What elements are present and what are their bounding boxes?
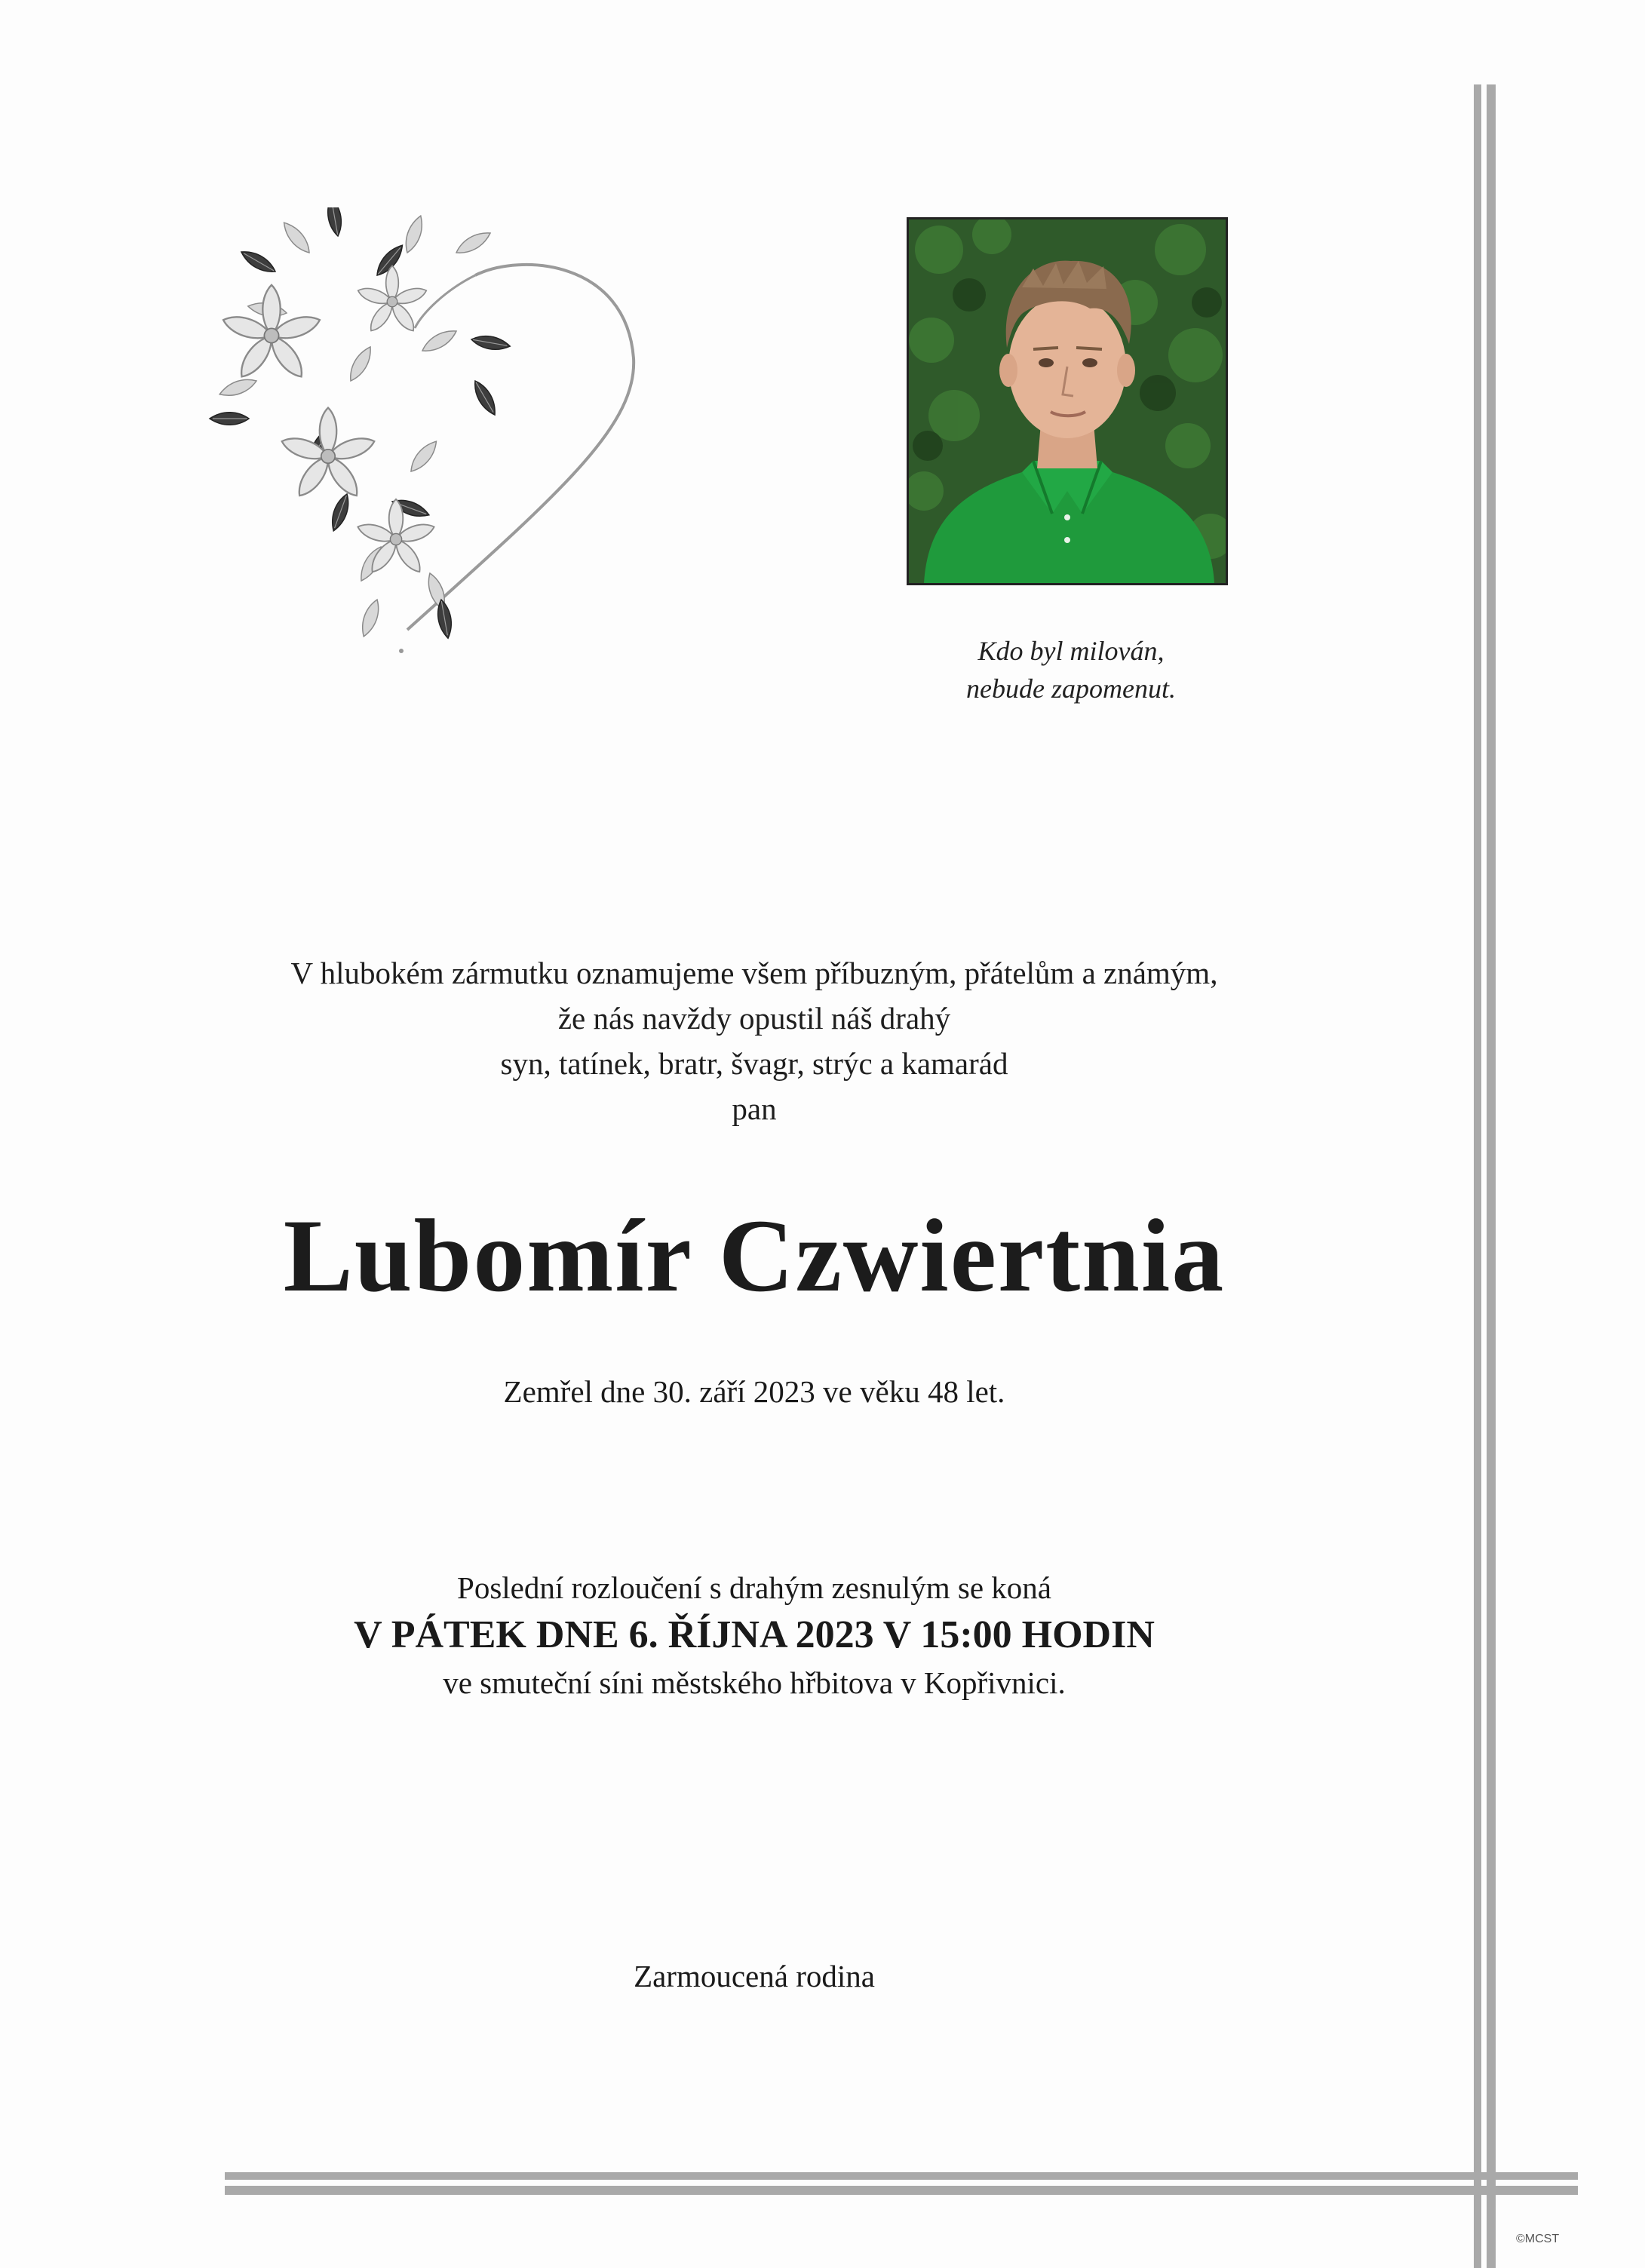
motto [867,632,1275,707]
intro-line-1: V hlubokém zármutku oznamujeme všem příbuzným, přátelům a známým, [290,956,1218,990]
family-signature: Zarmoucená rodina [634,1959,875,1993]
frame-vertical-line [1474,84,1502,2268]
frame-horizontal-line [225,2172,1578,2199]
copyright-mark: ©MCST [1516,2233,1560,2245]
deceased-name: Lubomír Czwiertnia [283,1198,1226,1313]
funeral-info [113,1565,1395,1705]
intro-line-3: syn, tatínek, bratr, švagr, strýc a kamarád [500,1046,1008,1081]
announcement-intro [113,950,1395,1131]
funeral-line-1: Poslední rozloučení s drahým zesnulým se koná [457,1570,1051,1605]
funeral-location: ve smuteční síni městského hřbitova v Kopřivnici. [443,1665,1066,1700]
motto-line-1: Kdo byl milován, [977,636,1165,666]
funeral-date: V PÁTEK DNE 6. ŘÍJNA 2023 V 15:00 HODIN [354,1613,1155,1656]
death-info: Zemřel dne 30. září 2023 ve věku 48 let. [503,1374,1005,1409]
motto-line-2: nebude zapomenut. [966,674,1176,704]
floral-heart-icon [204,207,641,683]
portrait-photo [907,217,1228,585]
intro-line-4: pan [732,1091,777,1126]
intro-line-2: že nás navždy opustil náš drahý [557,1001,951,1036]
